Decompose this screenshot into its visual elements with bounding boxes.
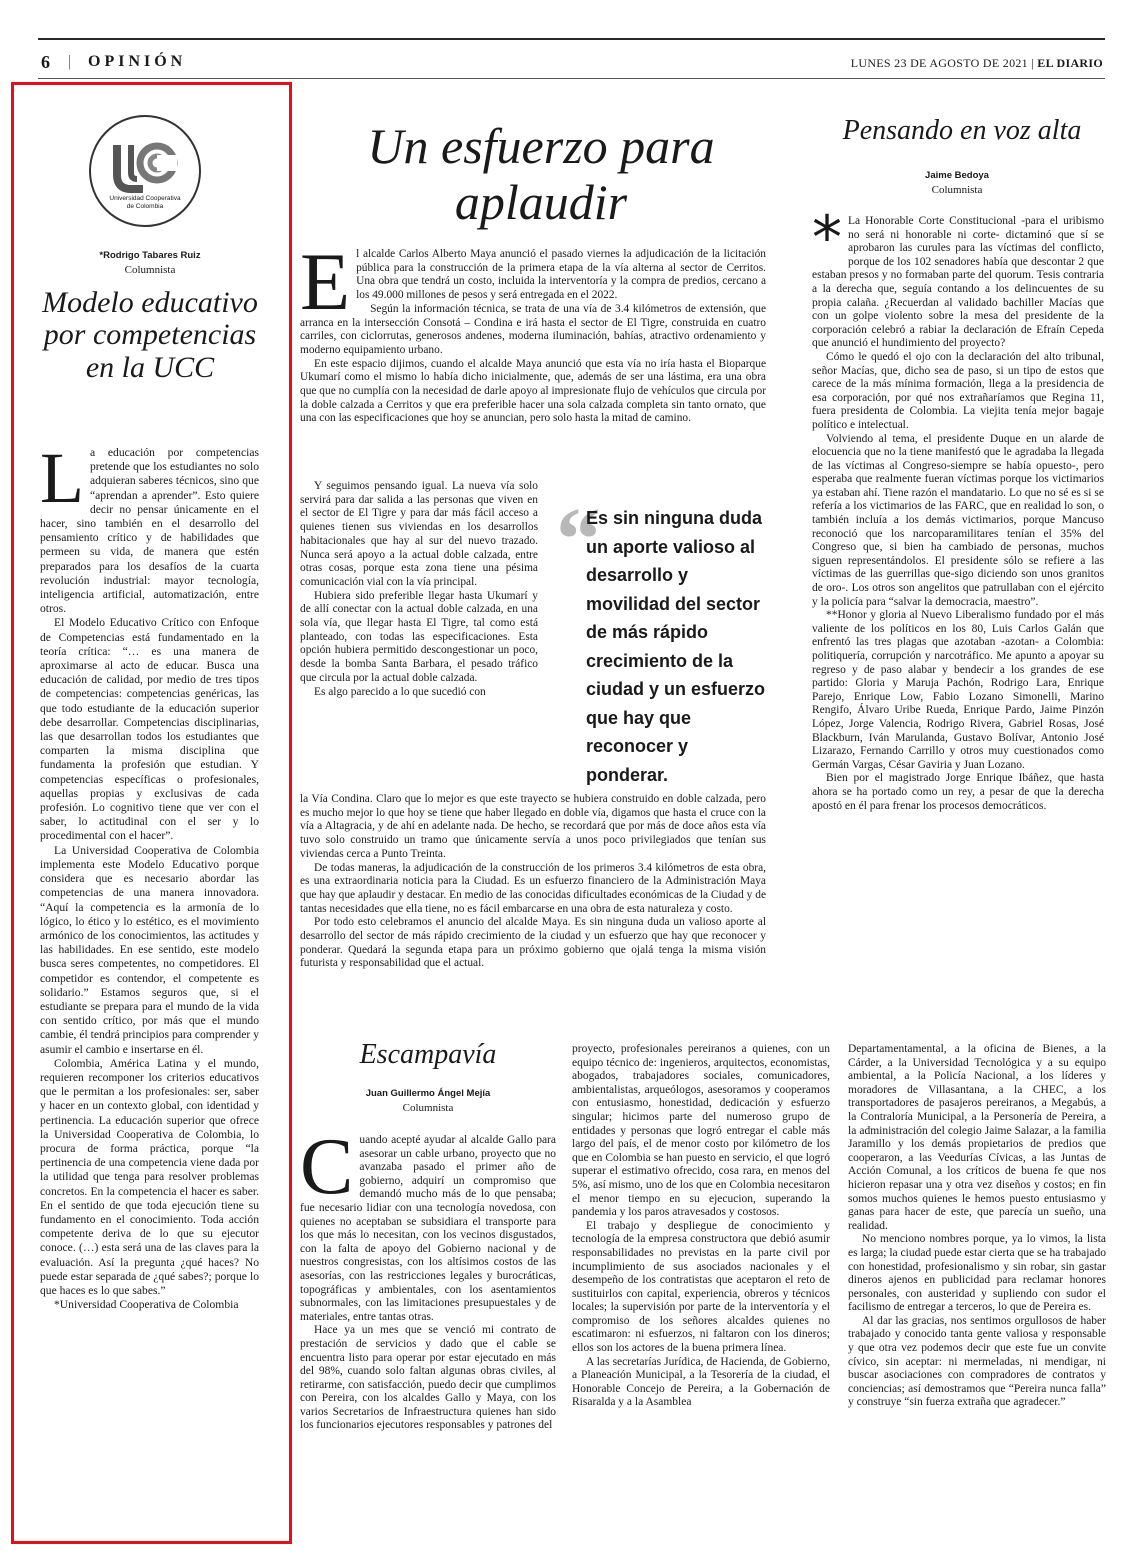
quote-mark-icon: “ [556, 490, 601, 589]
ucc-logo [89, 115, 201, 227]
right-headline: Pensando en voz alta [842, 115, 1082, 146]
logo-caption [91, 195, 199, 210]
editorial-dropcap: E [300, 236, 351, 327]
bottom-paragraph: No menciono nombres porque, ya lo vimos, la lista es larga; la ciudad puede estar cierta que se ha trabajado con honestidad, profesionalismo y sin robar, sin gastar dineros ajenos en publicidad para reclamar honores personales, con austeridad y supliendo con sudor el facilismo de entregar a terceros, lo que de Pereira es. [848, 1233, 1106, 1314]
editorial-paragraph: Por todo esto celebramos el anuncio del alcalde Maya. Es sin ninguna duda un valioso aporte al desarrollo del sector de más rápido crecimiento de la ciudad y un esfuerzo que hay que reconocer y ponderar. Quedará la segunda etapa para un próximo gobierno que ojalá tenga la misma visión futurista y responsabilidad que el actual. [300, 916, 766, 970]
left-role: Columnista [124, 264, 176, 276]
left-paragraph: El Modelo Educativo Crítico con Enfoque de Competencias está fundamentado en la teoría crítica: “… es una manera de aproximarse al acto de educar. Busca una educación de calidad, por medio de tres tipos de competencias: competencias genéricas, las que todo estudiante de la educación superior debe desarrollar. Competencias disciplinarias, las que desarrollan todos los estudiantes que comparten la misma disciplina que fundamenta la profesión que estudian. Y competencias específicas o profesionales, aquellas propias y exclusivas de cada profesión. Lo cognitivo tiene que ver con el saber, lo actitudinal con el ser y lo procedimental con el hacer”. [40, 616, 259, 843]
top-rule [38, 38, 1105, 40]
bottom-paragraph: A las secretarías Jurídica, de Hacienda, de Gobierno, a Planeación Municipal, a la Tesorería de la ciudad, el Honorable Concejo de Pereira, a la Gobernación de Risaralda y a la Asamblea [572, 1355, 830, 1409]
pull-quote: Es sin ninguna duda un aporte valioso al desarrollo y movilidad del sector de más rápido crecimiento de la ciudad y un esfuerzo que hay que reconocer y ponderar. [586, 508, 766, 785]
dateline [851, 56, 1103, 71]
editorial-paragraph: De todas maneras, la adjudicación de la construcción de los primeros 3.4 kilómetros de esta obra, es una extraordinaria noticia para la Ciudad. Es un esfuerzo financiero de la Administración Maya que hay que aplaudir y destacar. En medio de las conocidas dificultades económicas de la Ciudad y de tantas necesidades que ella tiene, no es fácil embarcarse en una obra de esta naturaleza y costo. [300, 861, 766, 915]
issue-date: LUNES 23 DE AGOSTO DE 2021 [850, 56, 1028, 70]
left-footnote: *Universidad Cooperativa de Colombia [54, 1298, 239, 1312]
right-paragraph: Bien por el magistrado Jorge Enrique Ibáñez, que hasta ahora se ha portado como un rey, a pesar de que la derecha apostó en él para frenar los procesos democráticos. [812, 772, 1104, 812]
logo-caption-line2: de Colombia [126, 202, 164, 210]
bottom-headline: Escampavía [359, 1039, 497, 1070]
left-dropcap: L [40, 438, 84, 518]
right-article-body [812, 203, 1104, 813]
bottom-paragraph: Hace ya un mes que se venció mi contrato de prestación de servicios y dado que el cable se encuentra listo para operar por estar ejecutado en más del 98%, cuando solo faltan algunas obras civiles, al retirarme, con satisfacción, puedo decir que cumplimos con Pereira, con los alcaldes Gallo y Maya, con los varios Secretarios de Infraestructura quienes han sido los funcionarios ejecutores responsables y patrones del [300, 1324, 556, 1432]
editorial-paragraph: la Vía Condina. Claro que lo mejor es que este trayecto se hubiera construido en doble calzada, pero es mucho mejor lo que hoy se tiene que haber llegado en doble vía, digamos que hasta el cruce con la vía a Altagracia, y de ahí en adelante nada. De hecho, se recordará que por más de doce años esta vía tuvo solo construido un tramo que únicamente servía a unos poco privilegiados que tenían sus viviendas cerca a Punto Treinta. [300, 793, 766, 860]
logo-caption-line1: Universidad Cooperativa [109, 195, 181, 202]
page-number: 6 [41, 52, 51, 72]
bottom-paragraph: Departamentamental, a la oficina de Bienes, a la Cárder, a la Universidad Tecnológica y a su equipo ambiental, a la Policía Nacional, a los líderes y moradores de Villasantana, a la CHEC, a los transportadores de pasajeros pereiranos, a Megabús, a la Contraloría Municipal, a la Personería de Pereira, a la administración del colegio Jaime Salazar, a la familia Jaramillo y los demás propietarios de predios que cooperaron, a las Veedurías Cívicas, a las Juntas de Acción Comunal, a los críticos de buena fe que nos hicieron repasar una y otra vez diseños y costos; en fin somos muchos quienes le hemos puesto entusiasmo y ganas para hacer de este, que parecía un sueño, una realidad. [848, 1043, 1106, 1232]
right-author: Jaime Bedoya [925, 170, 989, 181]
right-lead: La Honorable Corte Constitucional -para el uribismo no será ni honorable ni corte- dictaminó que sí se aprobaron las curules para las víctimas del conflicto, porque de los 102 senadores había que descontar 2 que estaban presos y no formaban parte del quorum. Tesis contraria a la derecha que, seguía contando a los delincuentes de su propia calaña. ¿Recuerdan al validado bachiller Macías que con un golpe violento sobre la mesa del presidente de la corporación celebró a rabiar la declaración de Efraín Cepeda que anunció el hundimiento del proyecto? [812, 215, 1104, 350]
editorial-paragraph: Según la información técnica, se trata de una vía de 3.4 kilómetros de extensión, que arranca en la intersección Consotá – Condina e irá hasta el sector de El Tigre, construida en cuatro carriles, con ciclorrutas, generosos andenes, moderna iluminación, bahías, atractivo ordenamiento y moderno equipamiento urbano. [300, 302, 766, 356]
editorial-paragraph: Y seguimos pensando igual. La nueva vía solo servirá para dar salida a las personas que viven en el sector de El Tigre y para dar más fácil acceso a quienes tienen sus viviendas en los desarrollos habitacionales que hay al sur del nuevo trazado. Nunca será apoyo a la actual doble calzada, entre otras cosas, porque esta zona tiene una pésima comunicación vial con la vía principal. [300, 480, 538, 588]
editorial-headline: Un esfuerzo para aplaudir [367, 118, 715, 230]
section-name: OPINIÓN [88, 53, 187, 70]
bottom-body-col2 [572, 1043, 830, 1410]
left-author: *Rodrigo Tabares Ruiz [99, 250, 201, 261]
bottom-paragraph: Al dar las gracias, nos sentimos orgullosos de haber trabajado y conocido tanta gente valiosa y responsable y que otra vez podemos decir que este fue un convite cívico, sin aceptar: ni mermeladas, ni mendigar, ni buscar asociaciones con compradores de contratos y conciencias; así demostramos que “Pereira nunca falla” y construye “sin fuerza extraña que agradecer.” [848, 1314, 1106, 1409]
bottom-author: Juan Guillermo Ángel Mejía [365, 1088, 491, 1099]
bottom-body-col3 [848, 1043, 1106, 1410]
left-headline: Modelo educativo por competencias en la UCC [42, 286, 258, 384]
left-paragraph: La Universidad Cooperativa de Colombia implementa este Modelo Educativo porque considera que es necesario abordar las competencias de una manera innovadora. “Aquí la competencia es la armonía de lo lógico, lo ético y lo estético, es el movimiento armónico de los conocimientos, las actitudes y las habilidades. En ese sentido, este modelo busca seres competentes, no competidores. El competidor es contendor, el competente es solidario.” Estamos seguros que, si el estudiante se prepara para el mundo de la vida con sentido crítico, por más que el mundo cambie, él tendrá principios para comprender y asumir el cambio e insertarse en él. [40, 843, 259, 1056]
right-paragraph: **Honor y gloria al Nuevo Liberalismo fundado por el más valiente de los políticos en los 80, Luis Carlos Galán que enfrentó las tres plagas que azotaban -azotan- a Colombia: politiquería, corrupción y narcotráfico. Me apunto a apoyar su regreso y de paso alabar y bendecir a los grandes de ese partido: Gloria y Maruja Pachón, Rodrigo Lara, Enrique Parejo, Enrique Low, Fabio Lozano Simonelli, Marino Rengifo, Álvaro Uribe Rueda, Enrique Pardo, Jaime Pinzón López, Jorge Valencia, Rodrigo Rivera, Gabriel Rosas, José Blackburn, Iván Marulanda, Gustavo Bolívar, Antonio José Lizarazo, Fernando Carrillo y otros muy cuestionados como Germán Vargas, César Gaviria y Juan Lozano. [812, 609, 1104, 771]
editorial-body-bottom [300, 793, 766, 971]
editorial-paragraph: En este espacio dijimos, cuando el alcalde Maya anunció que esta vía no iría hasta el Bioparque Ukumarí como el mismo lo había dicho inicialmente, que, además de ser una lástima, era una obra que que no cumplía con la necesidad de darle apoyo al impresionate flujo de vehículos que circula por la doble calzada a Cerritos y que era preferible hacer una sola calzada completa sin tanto ornato, que una con las especificaciones que hoy se anuncian, pero solo hasta la mitad de camino. [300, 357, 766, 425]
left-paragraph: Colombia, América Latina y el mundo, requieren recomponer los criterios educativos que le permitan a los profesionales: ser, saber y hacer en un contexto global, con identidad y pertinencia. La educación superior que ofrece la Universidad Cooperativa de Colombia, lo procura de forma práctica, porque “la pertinencia de una competencia viene dada por la utilidad que tenga para resolver problemas concretos. En la competencia el hacer es saber. En el sentido de que toda ejecución tiene su fundamento en el conocimiento. Toda acción competente deriva de lo que su ejecutor conoce. (…) esta será una de las claves para la evaluación. Así la pregunta ¿qué haces? No puede estar separada de ¿qué sabes?; porque lo que haces es lo que sabes.” [40, 1056, 259, 1297]
right-paragraph: Volviendo al tema, el presidente Duque en un alarde de elocuencia que no la tiene manifestó que le agradaba la llegada de las víctimas al Congreso-siempre se había opuesto-, pero esperaba que realmente fueran víctimas porque los victimarios ya estaban ahí. Tiene razón el mandatario. Lo que no sé es si se refería a los victimarios de las FARC, que en realidad lo son, o también incluía a los demás victimarios, porque Mancuso reconoció que los narcoparamilitares tenían el 35% del Congreso que, si bien ha cambiado de personas, muchos siguen representándolos. El presidente sólo se refiere a las víctimas de las guerrillas que-sigo diciendo son unos granitos de oro-. Los otros son angelitos que patrullaban con el ejército y la policía para “salvar la democracia, maestro”. [812, 432, 1104, 608]
bottom-lead: uando acepté ayudar al alcalde Gallo para asesorar un cable urbano, proyecto que no avanzaba pasado el primer año de gobierno, adquirí un compromiso que demandó mucho más de lo que pensaba; fue necesario lidiar con una tecnología novedosa, con quienes no aceptaban se subsidiara el transporte para los que más lo necesitan, con los vecinos disgustados, con la falta de apoyo del Gobierno nacional y de nuestros congresistas, con los altísimos costos de las asesorías, con las restricciones legales y burocráticas, topográficas y ambientales, con los asentamientos subnormales, con las limitaciones presupuestales y de materiales, entre tantas otras. [300, 1134, 556, 1323]
editorial-lead: l alcalde Carlos Alberto Maya anunció el pasado viernes la adjudicación de la licitación pública para la construcción de la primera etapa de la vía alterna al sector de Cerritos. Una obra que tendrá un costo, incluida la interventoría y la compra de predios, cercano a los 49.000 millones de pesos y será entregada en el 2022. [356, 248, 766, 302]
editorial-body-top [300, 236, 766, 426]
newspaper-name: EL DIARIO [1037, 56, 1103, 70]
bottom-body-col1 [300, 1123, 556, 1433]
right-role: Columnista [931, 184, 983, 196]
bottom-paragraph: proyecto, profesionales pereiranos a quienes, con un equipo técnico de: ingenieros, arquitectos, economistas, abogados, trabajadores sociales, comunicadores, ambientalistas, arqueólogos, asesoramos y cooperamos con entusiasmo, honestidad, dedicación y esfuerzo singular; hicimos parte del numeroso grupo de entidades y personas que logró entregar el cable más largo del país, el de menor costo por kilómetro de los que en Colombia se han puesto en servicio, el que logró superar el estimativo ofrecido, cosa rara, en menos del 5%, así mismo, uno de los que en Colombia necesitaron el menor tiempo en su ejecucion, superando la pandemia y los paros atravesados y costosos. [572, 1043, 830, 1219]
header-separator: | [68, 53, 72, 70]
editorial-paragraph: Hubiera sido preferible llegar hasta Ukumarí y de allí conectar con la actual doble calzada, en una sola vía, que llegar hasta El Tigre, tal como está planteado, con todas las especificaciones. Esta opción hubiera permitido descongestionar un poco, desde la bomba Santa Barbara, el pesado tráfico que circula por la actual doble calzada. [300, 589, 538, 684]
left-article-body [40, 438, 259, 1312]
bottom-paragraph: El trabajo y despliegue de conocimiento y tecnología de la empresa constructora que debió asumir responsabilidades no previstas en la parte civil por incumplimiento de sus asociados nacionales y el desempeño de los contratistas que aceptaron el reto de sustituirlos con capital, experiencia, obreros y técnicos locales; la supervisión por parte de la interventoría y el compromiso de los señores alcaldes quienes no escatimaron: ni esfuerzos, ni faltaron con los dineros; ellos son los actores de la buena primera línea. [572, 1219, 830, 1355]
left-lead: a educación por competencias pretende que los estudiantes no solo adquieran saberes técnicos, sino que “aprendan a aprender”. Esto quiere decir no pensar únicamente en el hacer, sino también en el desarrollo del pensamiento crítico y de habilidades que permeen su vida, de manera que estén preparados para los desafíos de la cuarta revolución industrial: mayor tecnología, inteligencia artificial, automatización, entre otros. [40, 446, 259, 616]
bottom-role: Columnista [402, 1102, 454, 1114]
dateline-separator: | [1027, 56, 1038, 70]
header-rule [38, 78, 1105, 79]
right-dropcap: * [812, 203, 842, 273]
bottom-dropcap: C [300, 1123, 354, 1211]
editorial-paragraph: Es algo parecido a lo que sucedió con [314, 685, 486, 698]
editorial-body-narrow [300, 480, 538, 699]
right-paragraph: Cómo le quedó el ojo con la declaración del alto tribunal, señor Macías, que, dicho sea de paso, si un tipo de estos que carece de la más mínima formación, llega a la presidencia de esa corporación, por qué nos extrañaríamos que Regina 11, fuera presidenta de Colombia. La viejita tenía mejor bagaje político e intelectual. [812, 350, 1104, 431]
